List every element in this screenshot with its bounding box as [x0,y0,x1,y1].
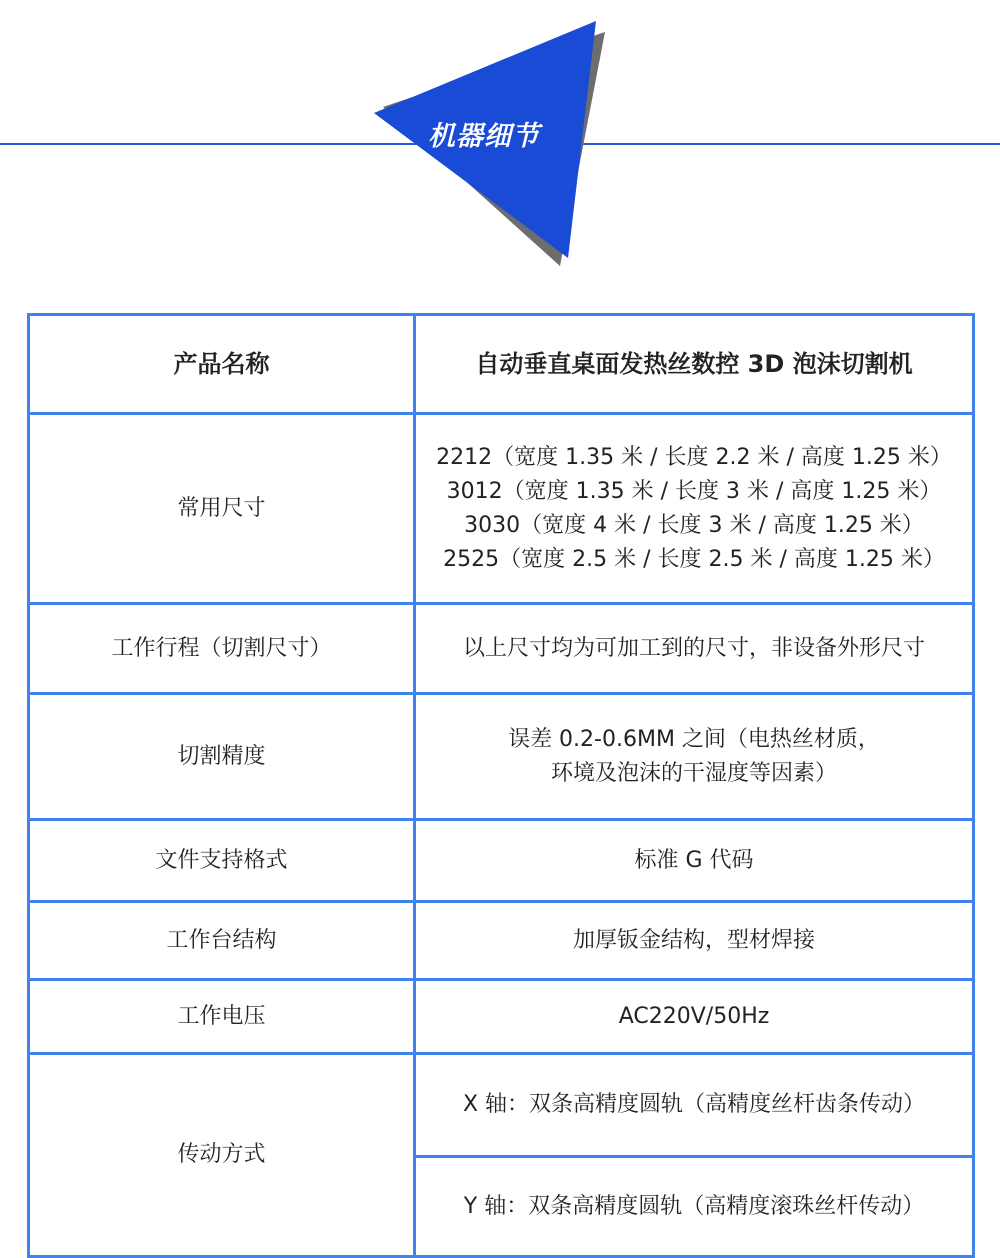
table-row [29,820,974,902]
precision-line: 误差 0.2-0.6MM 之间（电热丝材质， [508,726,880,752]
row-label: 切割精度 [29,694,415,820]
row-label: 传动方式 [29,1054,415,1257]
section-header [0,0,1000,300]
row-value [415,414,974,604]
row-value: 以上尺寸均为可加工到的尺寸，非设备外形尺寸 [415,604,974,694]
size-line: 3012（宽度 1.35 米 / 长度 3 米 / 高度 1.25 米） [446,478,942,504]
row-value [415,694,974,820]
row-value: 标准 G 代码 [415,820,974,902]
row-label: 常用尺寸 [29,414,415,604]
table-row [29,694,974,820]
table-row [29,604,974,694]
row-label: 工作电压 [29,980,415,1054]
row-value: Y 轴：双条高精度圆轨（高精度滚珠丝杆传动） [415,1157,974,1257]
size-line: 2525（宽度 2.5 米 / 长度 2.5 米 / 高度 1.25 米） [443,546,945,572]
row-label: 产品名称 [29,315,415,414]
row-value: 加厚钣金结构，型材焊接 [415,902,974,980]
table-row [29,980,974,1054]
table-row [29,902,974,980]
size-line: 3030（宽度 4 米 / 长度 3 米 / 高度 1.25 米） [464,512,924,538]
row-value: X 轴：双条高精度圆轨（高精度丝杆齿条传动） [415,1054,974,1157]
row-label: 工作行程（切割尺寸） [29,604,415,694]
row-value: 自动垂直桌面发热丝数控 3D 泡沫切割机 [415,315,974,414]
precision-line: 环境及泡沫的干湿度等因素） [550,760,837,786]
table-row [29,414,974,604]
section-title: 机器细节 [428,121,540,152]
row-value: AC220V/50Hz [415,980,974,1054]
row-label: 工作台结构 [29,902,415,980]
table-row [29,1054,974,1157]
row-label: 文件支持格式 [29,820,415,902]
table-row [29,315,974,414]
size-line: 2212（宽度 1.35 米 / 长度 2.2 米 / 高度 1.25 米） [436,444,952,470]
spec-table [27,313,975,1258]
